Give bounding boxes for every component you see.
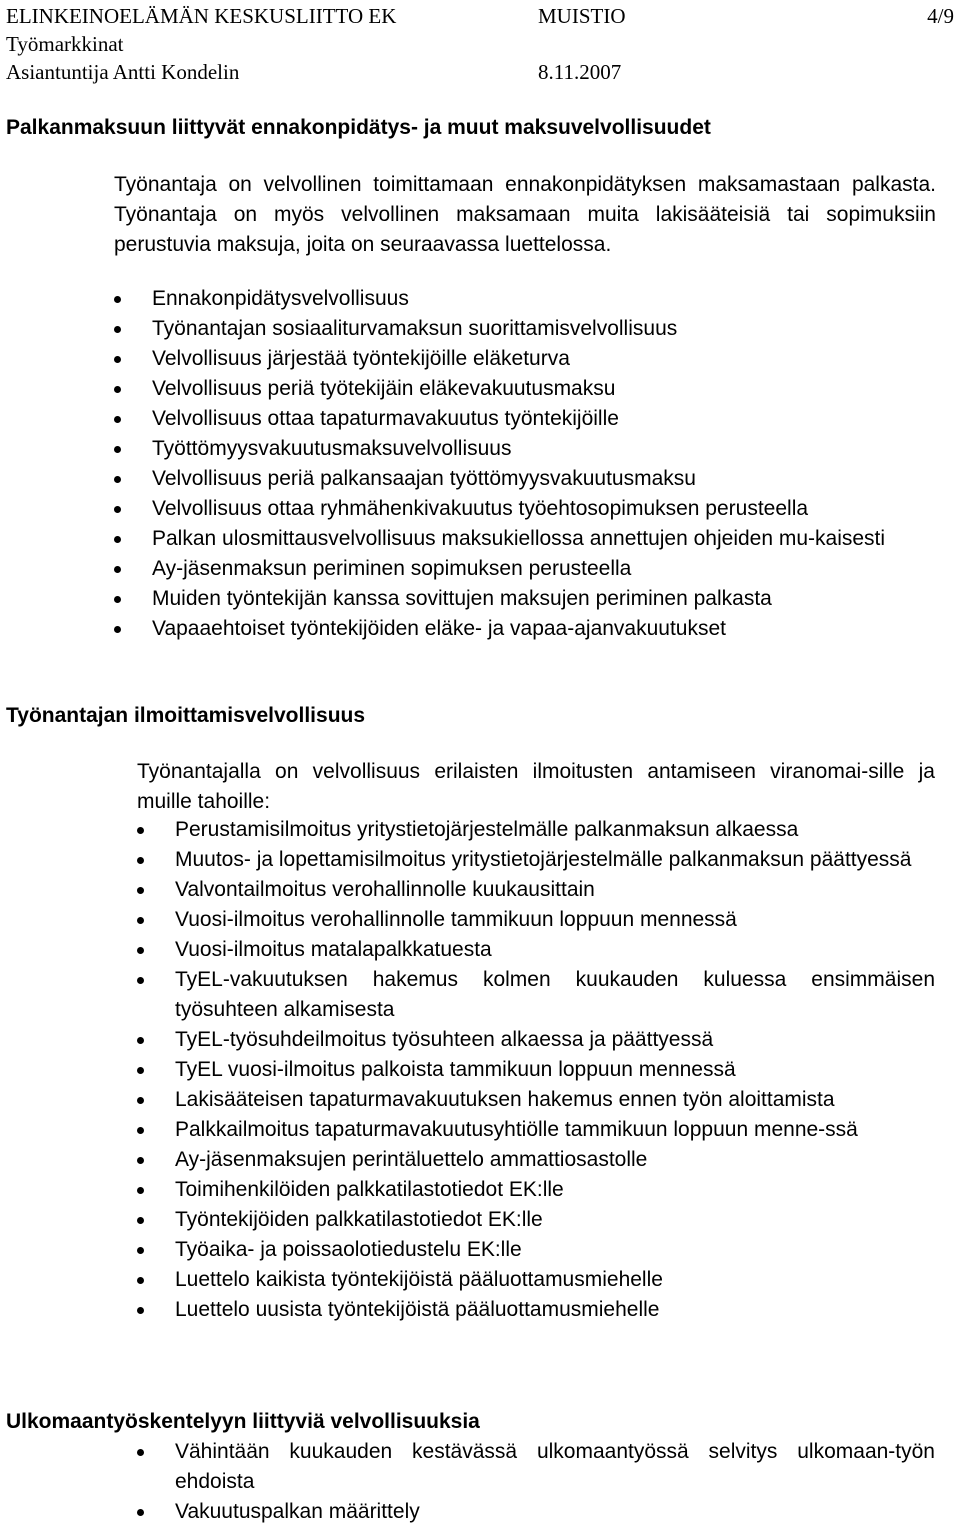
header-row-2 — [6, 30, 954, 58]
list-item: Velvollisuus periä palkansaajan työttömyysvakuutusmaksu — [152, 464, 932, 494]
document-header — [6, 2, 954, 86]
page-number: 4/9 — [927, 4, 954, 28]
list-item: Palkkailmoitus tapaturmavakuutusyhtiölle tammikuun loppuun menne-ssä — [175, 1115, 935, 1145]
list-item: Työnantajan sosiaaliturvamaksun suorittamisvelvollisuus — [152, 314, 932, 344]
section-intro-payment-obligations: Työnantaja on velvollinen toimittamaan ennakonpidätyksen maksamastaan palkasta. Työnantaja on myös velvollinen maksamaan muita lakisääteisiä tai sopimuksiin perustuvia maksuja, joita on seuraavassa luettelossa. — [114, 173, 936, 256]
list-item: Ay-jäsenmaksujen perintäluettelo ammattiosastolle — [175, 1145, 935, 1175]
list-item: Työttömyysvakuutusmaksuvelvollisuus — [152, 434, 932, 464]
list-item: Perustamisilmoitus yritystietojärjestelmälle palkanmaksun alkaessa — [175, 815, 935, 845]
section-heading-foreign-work: Ulkomaantyöskentelyyn liittyviä velvollisuuksia — [6, 1410, 480, 1433]
list-item: Vähintään kuukauden kestävässä ulkomaantyössä selvitys ulkomaan-työn ehdoista — [175, 1437, 935, 1497]
list-item: TyEL vuosi-ilmoitus palkoista tammikuun loppuun mennessä — [175, 1055, 935, 1085]
list-item: Velvollisuus ottaa tapaturmavakuutus työntekijöille — [152, 404, 932, 434]
header-row-3 — [6, 58, 954, 86]
reporting-obligations-list — [175, 815, 935, 1325]
section-heading-reporting-obligations: Työnantajan ilmoittamisvelvollisuus — [6, 704, 366, 727]
author: Asiantuntija Antti Kondelin — [6, 60, 240, 84]
list-item: Ennakonpidätysvelvollisuus — [152, 284, 932, 314]
list-item: Muiden työntekijän kanssa sovittujen maksujen periminen palkasta — [152, 584, 932, 614]
list-item: Vapaaehtoiset työntekijöiden eläke- ja vapaa-ajanvakuutukset — [152, 614, 932, 644]
list-item: Luettelo kaikista työntekijöistä pääluottamusmiehelle — [175, 1265, 935, 1295]
list-item: Vuosi-ilmoitus matalapalkkatuesta — [175, 935, 935, 965]
list-item: Lakisääteisen tapaturmavakuutuksen hakemus ennen työn aloittamista — [175, 1085, 935, 1115]
document-type: MUISTIO — [538, 4, 626, 28]
organization-name: ELINKEINOELÄMÄN KESKUSLIITTO EK — [6, 4, 397, 28]
list-item: Valvontailmoitus verohallinnolle kuukausittain — [175, 875, 935, 905]
list-item: Palkan ulosmittausvelvollisuus maksukiellossa annettujen ohjeiden mu-kaisesti — [152, 524, 932, 554]
document-date: 8.11.2007 — [538, 60, 622, 84]
payment-obligations-list — [152, 284, 932, 644]
list-item: Velvollisuus järjestää työntekijöille eläketurva — [152, 344, 932, 374]
department: Työmarkkinat — [6, 32, 124, 56]
list-item: Luettelo uusista työntekijöistä pääluottamusmiehelle — [175, 1295, 935, 1325]
list-item: Muutos- ja lopettamisilmoitus yritystietojärjestelmälle palkanmaksun päättyessä — [175, 845, 935, 875]
foreign-work-obligations-list — [175, 1437, 935, 1527]
list-item: Velvollisuus ottaa ryhmähenkivakuutus työehtosopimuksen perusteella — [152, 494, 932, 524]
list-item: TyEL-työsuhdeilmoitus työsuhteen alkaessa ja päättyessä — [175, 1025, 935, 1055]
header-row-1 — [6, 2, 954, 30]
list-item: Vuosi-ilmoitus verohallinnolle tammikuun loppuun mennessä — [175, 905, 935, 935]
list-item: Toimihenkilöiden palkkatilastotiedot EK:lle — [175, 1175, 935, 1205]
list-item: Työntekijöiden palkkatilastotiedot EK:lle — [175, 1205, 935, 1235]
list-item: Vakuutuspalkan määrittely — [175, 1497, 935, 1527]
section-intro-reporting-obligations: Työnantajalla on velvollisuus erilaisten ilmoitusten antamiseen viranomai-sille ja muille tahoille: — [137, 760, 935, 813]
section-heading-payment-obligations: Palkanmaksuun liittyvät ennakonpidätys- ja muut maksuvelvollisuudet — [6, 116, 711, 139]
list-item: Velvollisuus periä työtekijäin eläkevakuutusmaksu — [152, 374, 932, 404]
list-item: Ay-jäsenmaksun periminen sopimuksen perusteella — [152, 554, 932, 584]
list-item: TyEL-vakuutuksen hakemus kolmen kuukauden kuluessa ensimmäisen työsuhteen alkamisesta — [175, 965, 935, 1025]
list-item: Työaika- ja poissaolotiedustelu EK:lle — [175, 1235, 935, 1265]
